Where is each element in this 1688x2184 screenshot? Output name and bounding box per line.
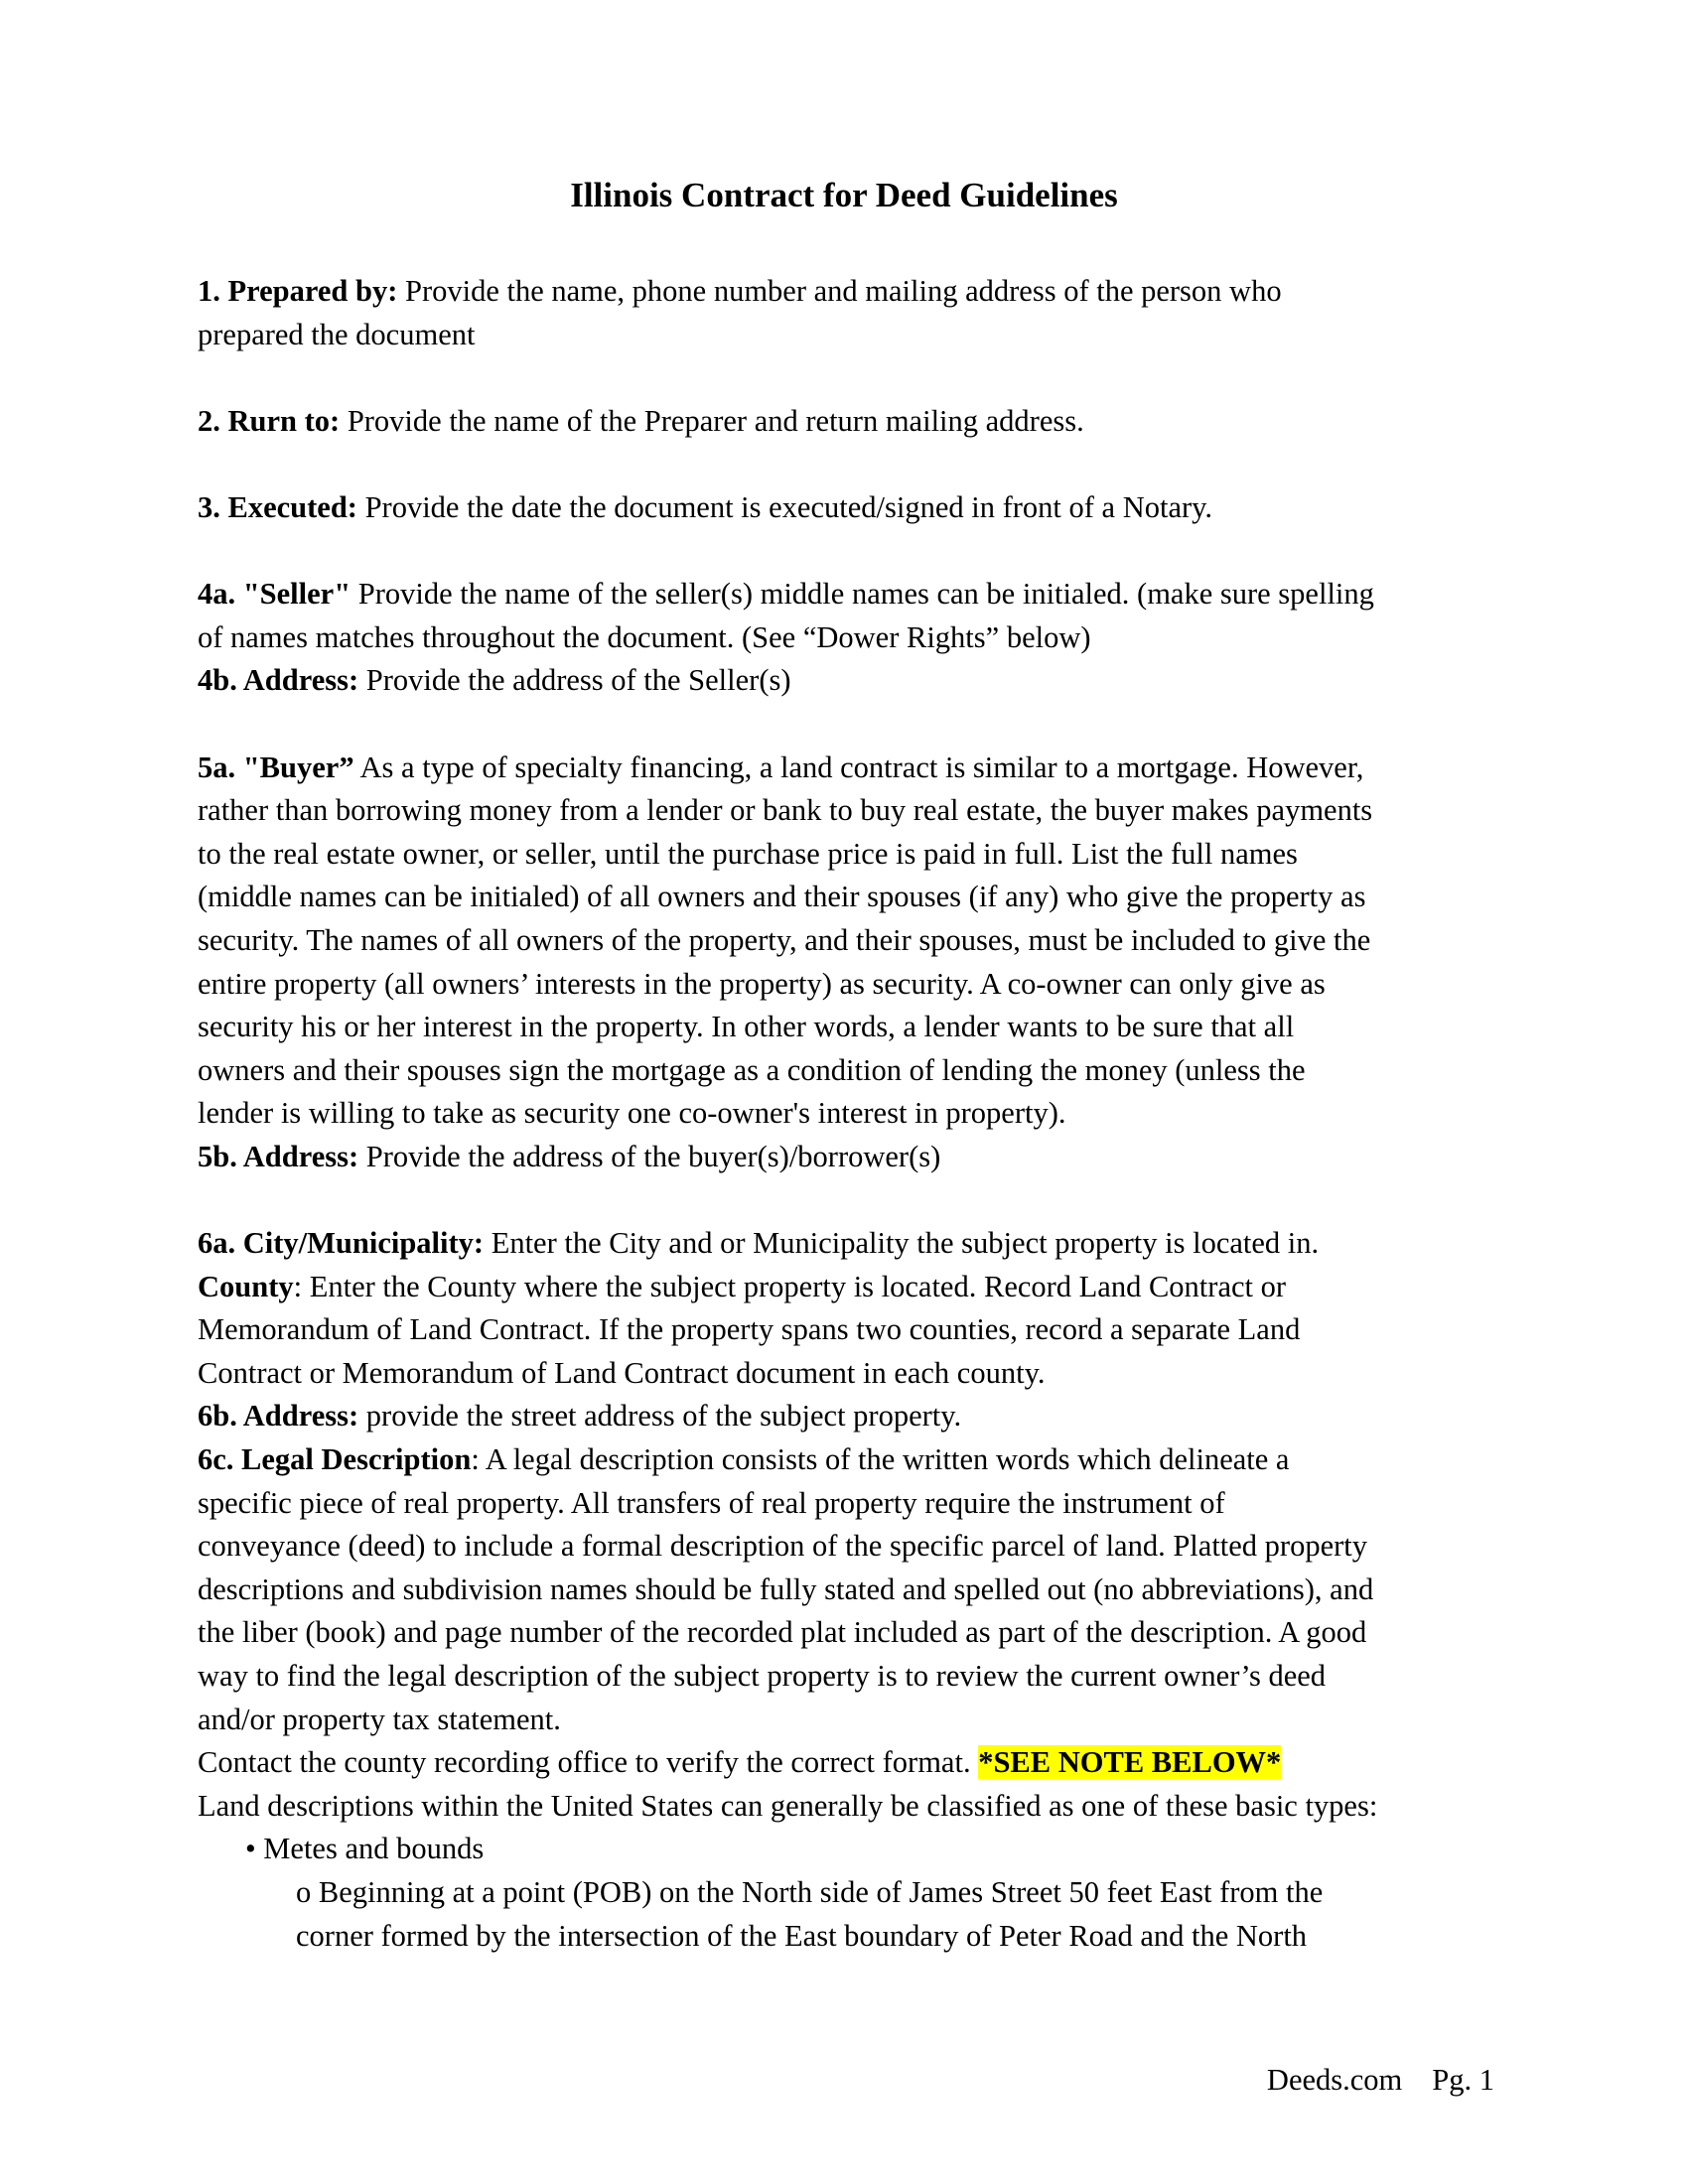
footer-page-number: Pg. 1	[1432, 2063, 1494, 2097]
section-6a-label: 6a. City/Municipality:	[198, 1226, 485, 1261]
spacer	[198, 703, 1498, 747]
spacer	[198, 530, 1498, 574]
section-4a-line-2: of names matches throughout the document. (See “Dower Rights” below)	[198, 619, 1091, 654]
section-5b-line-1	[198, 1136, 1498, 1179]
section-6c-line-6: way to find the legal description of the subject property is to review the current owner’s deed	[198, 1659, 1327, 1693]
section-4a-line-1	[198, 573, 1498, 616]
section-5a-line-3: to the real estate owner, or seller, until the purchase price is paid in full. List the full names	[198, 836, 1298, 871]
see-note-highlight: *SEE NOTE BELOW*	[978, 1745, 1282, 1780]
section-4a-label: 4a. "Seller"	[198, 577, 352, 612]
sub-item-line-1: o Beginning at a point (POB) on the North side of James Street 50 feet East from the	[296, 1874, 1324, 1909]
section-6c-line-4: descriptions and subdivision names should be fully stated and spelled out (no abbreviations), and	[198, 1571, 1374, 1606]
county-text: : Enter the County where the subject property is located. Record Land Contract or	[293, 1269, 1287, 1303]
page-footer	[1267, 2060, 1494, 2100]
section-2-text: Provide the name of the Preparer and return mailing address.	[340, 403, 1084, 438]
section-6c-line-3: conveyance (deed) to include a formal description of the specific parcel of land. Platted property	[198, 1529, 1368, 1564]
section-5a-line-8: owners and their spouses sign the mortgage as a condition of lending the money (unless the	[198, 1052, 1306, 1087]
section-4b-label: 4b. Address:	[198, 663, 359, 698]
section-6c-line-5: the liber (book) and page number of the recorded plat included as part of the description. A good	[198, 1615, 1367, 1650]
section-3-text: Provide the date the document is executed/signed in front of a Notary.	[356, 489, 1213, 524]
section-6c-label: 6c. Legal Description	[198, 1442, 472, 1477]
sub-item-line-2: corner formed by the intersection of the East boundary of Peter Road and the North	[296, 1918, 1308, 1953]
contact-line	[198, 1741, 1498, 1785]
contact-text: Contact the county recording office to verify the correct format.	[198, 1745, 979, 1780]
section-1-line-1	[198, 270, 1498, 314]
section-5a-label: 5a. "Buyer”	[198, 750, 354, 784]
land-descriptions-line: Land descriptions within the United States can generally be classified as one of these basic types:	[198, 1788, 1378, 1823]
section-6c-line-2: specific piece of real property. All transfers of real property require the instrument of	[198, 1485, 1225, 1520]
spacer	[198, 1178, 1498, 1222]
section-5a-line-9: lender is willing to take as security one co-owner's interest in property).	[198, 1096, 1066, 1131]
document-title: Illinois Contract for Deed Guidelines	[570, 176, 1118, 214]
bullet-metes-and-bounds: • Metes and bounds	[245, 1832, 485, 1866]
section-6c-line-1	[198, 1438, 1498, 1482]
section-6a-line-1	[198, 1222, 1498, 1266]
section-5a-line-7: security his or her interest in the property. In other words, a lender wants to be sure that all	[198, 1010, 1295, 1044]
section-3-label: 3. Executed:	[198, 489, 357, 524]
county-line-2: Memorandum of Land Contract. If the property spans two counties, record a separate Land	[198, 1312, 1301, 1347]
section-5b-text: Provide the address of the buyer(s)/borrower(s)	[358, 1139, 941, 1173]
section-5a-line-4: (middle names can be initialed) of all owners and their spouses (if any) who give the property as	[198, 880, 1366, 914]
section-5a-line-5: security. The names of all owners of the property, and their spouses, must be included to give the	[198, 922, 1371, 957]
section-1-text: Provide the name, phone number and mailing address of the person who	[397, 274, 1282, 308]
spacer	[198, 443, 1498, 486]
section-4b-text: Provide the address of the Seller(s)	[358, 663, 791, 698]
section-2-line-1	[198, 400, 1498, 444]
section-6c-line-7: and/or property tax statement.	[198, 1702, 561, 1736]
county-label: County	[198, 1269, 294, 1303]
section-5a-line-2: rather than borrowing money from a lender or bank to buy real estate, the buyer makes payments	[198, 793, 1373, 828]
section-1-label: 1. Prepared by:	[198, 274, 398, 308]
section-6b-label: 6b. Address:	[198, 1399, 359, 1433]
section-1-line-2: prepared the document	[198, 317, 476, 351]
section-6a-text: Enter the City and or Municipality the subject property is located in.	[484, 1226, 1320, 1261]
county-line-1	[198, 1266, 1498, 1309]
section-6b-text: provide the street address of the subject property.	[358, 1399, 962, 1433]
section-4b-line-1	[198, 659, 1498, 703]
section-6b-line-1	[198, 1395, 1498, 1438]
section-2-label: 2. Rurn to:	[198, 403, 341, 438]
section-6c-text: : A legal description consists of the written words which delineate a	[471, 1442, 1290, 1477]
county-line-3: Contract or Memorandum of Land Contract document in each county.	[198, 1355, 1046, 1390]
section-4a-text: Provide the name of the seller(s) middle names can be initialed. (make sure spelling	[351, 577, 1374, 612]
spacer	[198, 356, 1498, 400]
section-3-line-1	[198, 486, 1498, 530]
section-5b-label: 5b. Address:	[198, 1139, 359, 1173]
section-5a-line-1	[198, 747, 1498, 790]
document-body	[198, 270, 1498, 1958]
section-5a-line-6: entire property (all owners’ interests in the property) as security. A co-owner can only give as	[198, 966, 1326, 1001]
footer-site: Deeds.com	[1266, 2063, 1403, 2097]
section-5a-text: As a type of specialty financing, a land contract is similar to a mortgage. However,	[353, 750, 1364, 784]
